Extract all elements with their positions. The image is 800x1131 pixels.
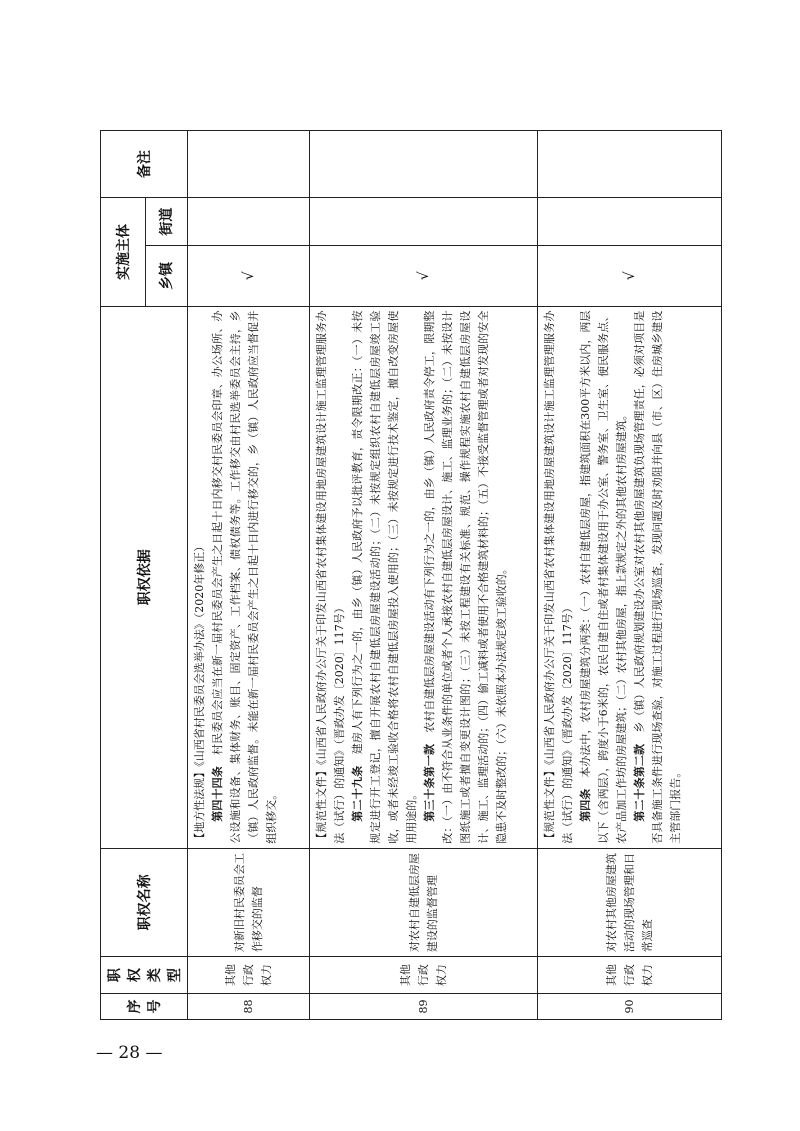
township-check: √ — [538, 245, 722, 306]
basis-para — [421, 311, 511, 844]
row-basis — [538, 306, 722, 848]
article-label: 第四条 — [579, 788, 592, 822]
header-township: 乡镇 — [145, 245, 187, 306]
row-type: 其他行政权力 — [538, 957, 722, 994]
table-row — [538, 131, 722, 1020]
header-street: 街道 — [145, 198, 187, 246]
basis-para — [631, 311, 685, 844]
township-check: √ — [188, 245, 310, 306]
header-subject: 实施主体 — [101, 198, 146, 306]
article-text: 建房人有下列行为之一的，由乡（镇）人民政府予以批评教育，责令限期改正：（一）未按规定进行开工登记，擅自开展农村自建低层房屋建设活动的；（二）未按规定组织农村自建低层房屋竣工验收，或者未经竣工验收合格将农村自建低层房屋投入使用的；（三）未按规定进行技术鉴定，擅自改变房屋使用用途的。 — [351, 310, 418, 844]
basis-head: 【规范性文件】《山西省人民政府办公厅关于印发山西省农村集体建设用地房屋建筑设计施工监理管理服务办法（试行）的通知》（晋政办发〔2020〕117号） — [543, 310, 574, 844]
row-basis — [188, 306, 310, 848]
article-label: 第二十条第二款 — [633, 743, 646, 822]
header-row — [101, 131, 146, 1020]
row-seq: 90 — [538, 993, 722, 1019]
basis-head: 【地方性法规】《山西省村民委员会选举办法》（2020年修正） — [193, 540, 206, 844]
row-remark — [538, 131, 722, 198]
township-check: √ — [310, 245, 538, 306]
street-check — [538, 198, 722, 246]
basis-para — [209, 311, 281, 844]
table-row — [188, 131, 310, 1020]
row-name: 对农村自建低层房屋建设的监督管理 — [310, 848, 538, 956]
article-text: 本办法中，农村房屋建筑分两类：（一）农村自建低层房屋，指建筑面积在300平方米以内，两层以下（含两层），跨度小于6米的，农民自建自住或者村集体建设用于办公室、警务室、卫生室、便民服务点、农产品加工作坊的房屋建筑；（二）农村其他房屋，指上款规定之外的其他农村房屋建筑。 — [579, 310, 628, 844]
article-label: 第二十九条 — [351, 765, 364, 822]
table-row — [310, 131, 538, 1020]
basis-para — [349, 311, 421, 844]
row-name: 对新旧村民委员会工作移交的监督 — [188, 848, 310, 956]
row-type: 其他行政权力 — [188, 957, 310, 994]
row-remark — [188, 131, 310, 198]
street-check — [310, 198, 538, 246]
header-type: 职权类型 — [101, 957, 188, 994]
street-check — [188, 198, 310, 246]
row-seq: 88 — [188, 993, 310, 1019]
basis-para — [577, 311, 631, 844]
row-seq: 89 — [310, 993, 538, 1019]
header-name: 职权名称 — [101, 848, 188, 956]
page-number: — 28 — — [96, 1043, 163, 1063]
article-text: 农村自建低层房屋建设活动有下列行为之一的，由乡（镇）人民政府责令停工，限期整改：（一）由不符合从业条件的单位或者个人承接农村自建低层房屋设计、施工、监理业务的；（二）未按设计图纸施工或者擅自变更设计图的；（三）未按工程建设有关标准、规范、操作规程实施农村自建低层房屋设计、施工、监理活动的；（四）偷工减料或者使用不合格建筑材料的；（五）不接受监督管理或者对发现的安全隐患不及时整改的；（六）未依照本办法规定竣工验收的。 — [423, 310, 508, 844]
article-text: 村民委员会应当在新一届村民委员会产生之日起十日内移交村民委员会印章、办公场所、办公设施和设备、集体财务、账目、固定资产、工作档案、债权债务等。工作移交由村民选举委员会主持，乡（镇）人民政府监督。未能在新一届村民委员会产生之日起十日内进行移交的，乡（镇）人民政府应当督促并组织移交。 — [211, 310, 278, 844]
basis-head: 【规范性文件】《山西省人民政府办公厅关于印发山西省农村集体建设用地房屋建筑设计施工监理管理服务办法（试行）的通知》（晋政办发〔2020〕117号） — [315, 310, 346, 844]
authority-table — [100, 130, 722, 1020]
article-label: 第四十四条 — [211, 766, 224, 822]
header-remark: 备注 — [101, 131, 188, 198]
row-name: 对农村其他房屋建筑活动的现场管理和日常巡查 — [538, 848, 722, 956]
rotated-table-container — [100, 130, 700, 1020]
article-label: 第三十条第一款 — [423, 743, 436, 822]
header-basis: 职权依据 — [101, 306, 188, 848]
row-remark — [310, 131, 538, 198]
article-text: 乡（镇）人民政府规划建设办公室对农村其他房屋建筑负现场管理责任，必须对项目是否具备施工条件进行现场查验，对施工过程进行现场巡查，发现问题及时劝阻并向县（市、区）住房城乡建设主管部门报告。 — [633, 310, 682, 844]
row-basis — [310, 306, 538, 848]
row-type: 其他行政权力 — [310, 957, 538, 994]
header-seq: 序号 — [101, 993, 188, 1019]
